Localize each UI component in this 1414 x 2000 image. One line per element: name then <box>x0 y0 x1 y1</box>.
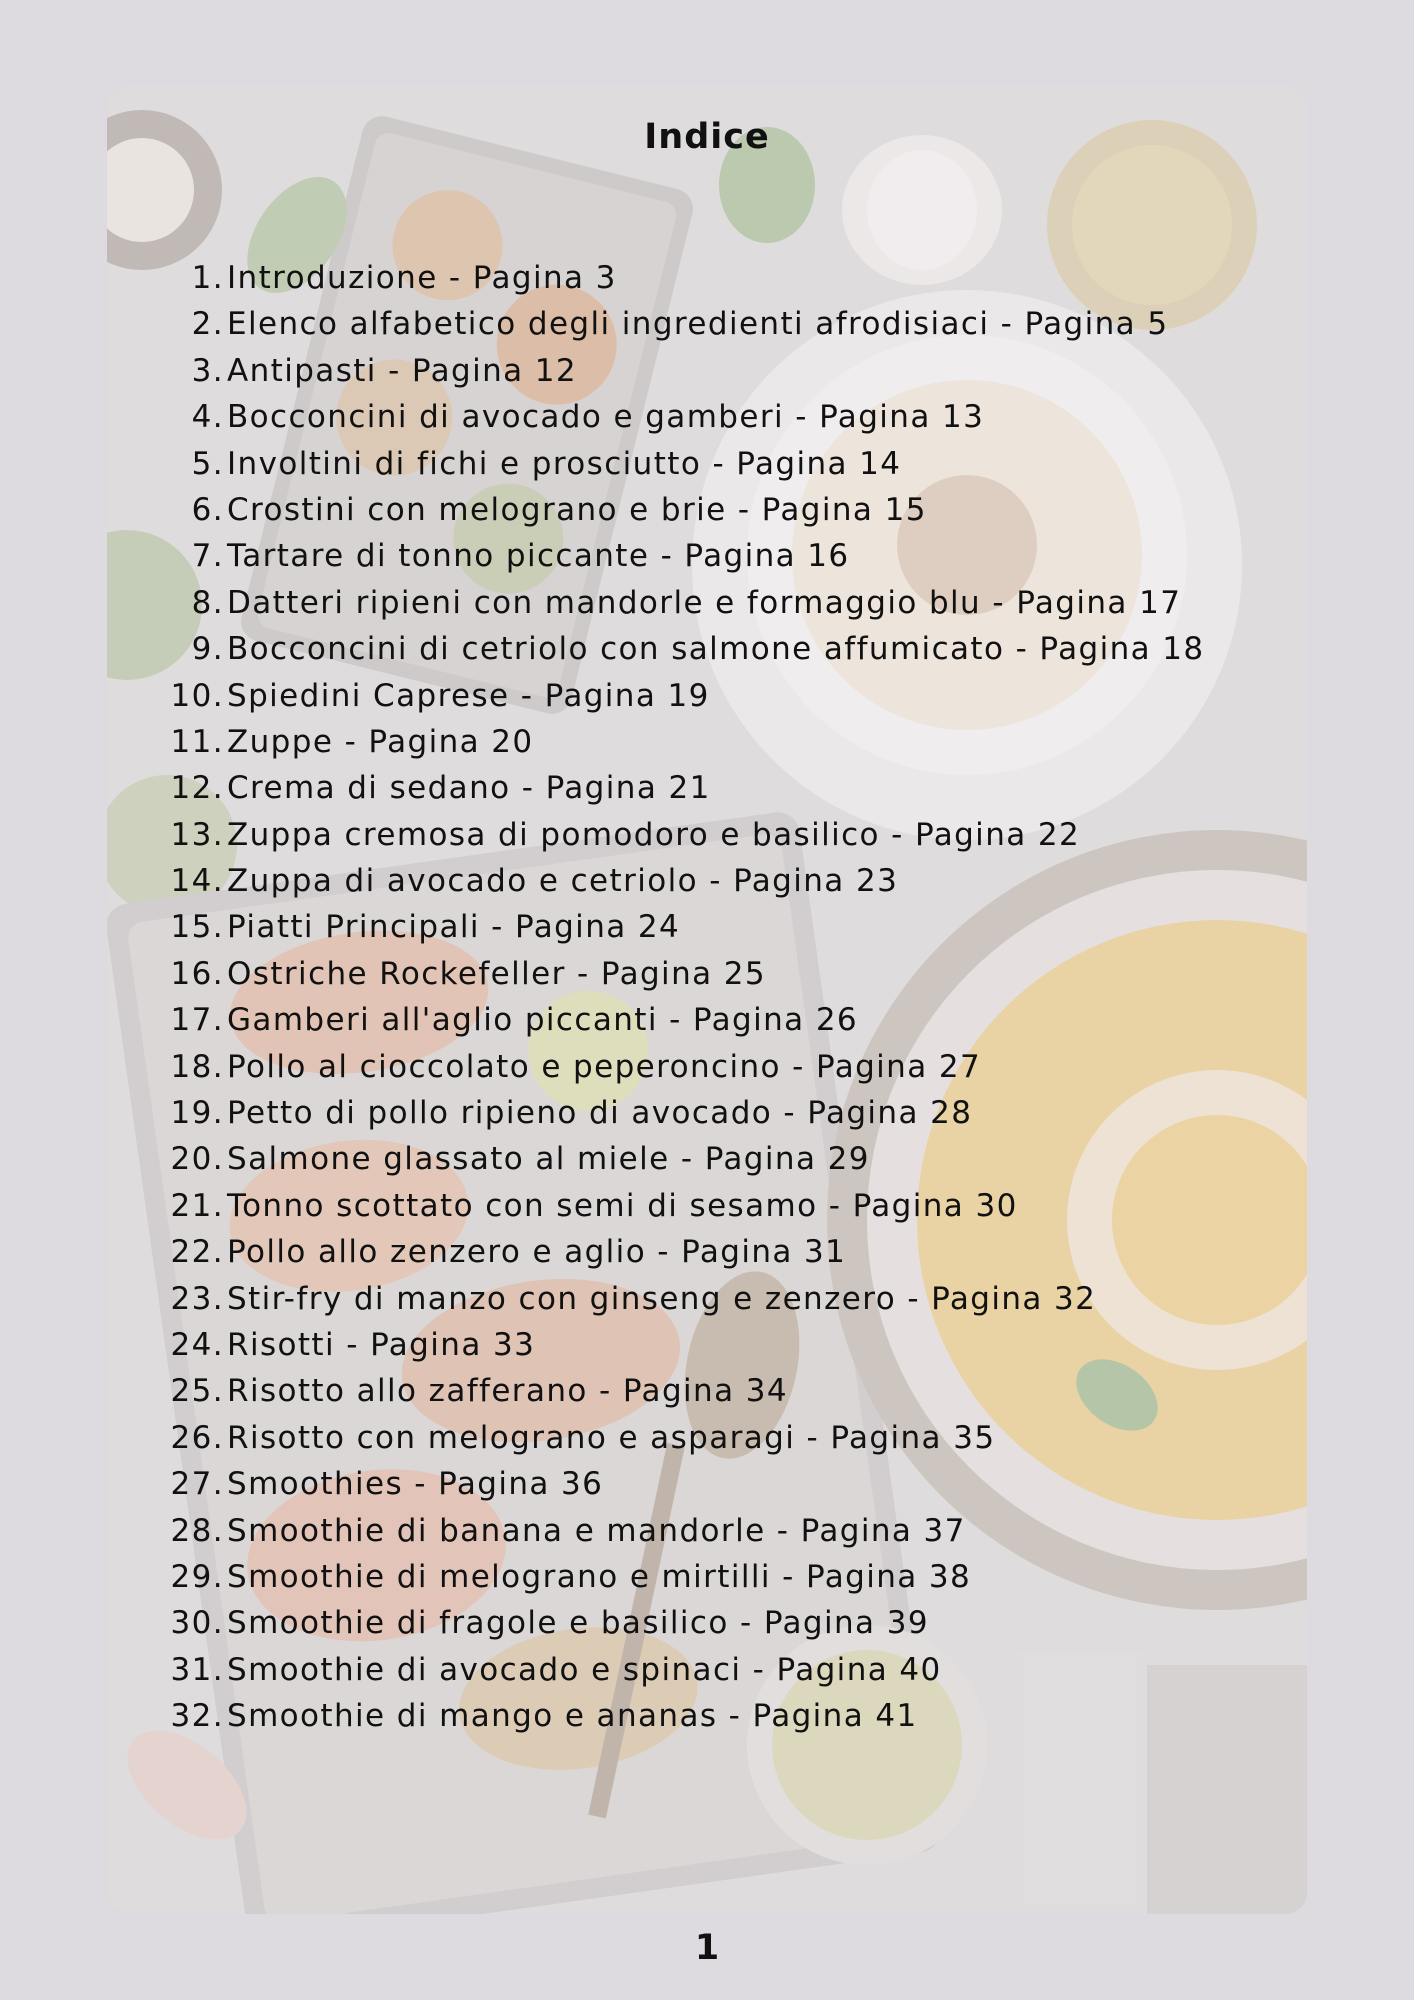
toc-item-text: Risotto con melograno e asparagi - Pagina 35 <box>227 1419 996 1456</box>
toc-item-number: 26. <box>170 1419 224 1456</box>
toc-item-text: Ostriche Rockefeller - Pagina 25 <box>227 955 767 992</box>
toc-item-number: 12. <box>170 770 224 807</box>
toc-item-text: Introduzione - Pagina 3 <box>227 260 617 296</box>
toc-item-number: 10. <box>170 677 224 714</box>
toc-item-text: Piatti Principali - Pagina 24 <box>227 909 681 946</box>
toc-item-text: Smoothie di mango e ananas - Pagina 41 <box>227 1698 918 1735</box>
toc-item-text: Pollo allo zenzero e aglio - Pagina 31 <box>227 1234 847 1271</box>
toc-item-text: Spiedini Caprese - Pagina 19 <box>227 677 710 714</box>
toc-item-text: Crostini con melograno e brie - Pagina 15 <box>227 491 927 528</box>
toc-item-number: 27. <box>170 1466 224 1503</box>
toc-item-number: 32. <box>170 1698 224 1735</box>
index-content <box>107 85 1307 1914</box>
toc-item-text: Smoothie di banana e mandorle - Pagina 37 <box>227 1512 966 1549</box>
toc-item-text: Zuppe - Pagina 20 <box>227 723 534 760</box>
page-title: Indice <box>644 117 770 157</box>
toc-item-number: 11. <box>170 723 224 760</box>
toc-item-text: Tonno scottato con semi di sesamo - Pagina 30 <box>227 1187 1018 1224</box>
toc-item-number: 13. <box>170 816 224 853</box>
page-number: 1 <box>694 1928 720 1968</box>
toc-item-number: 3. <box>191 352 224 389</box>
toc-item-number: 4. <box>191 399 224 436</box>
toc-item-text: Elenco alfabetico degli ingredienti afrodisiaci - Pagina 5 <box>227 306 1169 343</box>
toc-item-text: Datteri ripieni con mandorle e formaggio blu - Pagina 17 <box>227 584 1182 621</box>
toc-item-text: Bocconcini di avocado e gamberi - Pagina 13 <box>227 399 985 436</box>
toc-item-text: Smoothie di avocado e spinaci - Pagina 40 <box>227 1651 942 1688</box>
toc-item-text: Risotto allo zafferano - Pagina 34 <box>227 1373 788 1410</box>
toc-item-text: Zuppa di avocado e cetriolo - Pagina 23 <box>227 863 899 900</box>
toc-item-number: 28. <box>170 1512 224 1549</box>
toc-item-text: Pollo al cioccolato e peperoncino - Pagina 27 <box>227 1048 982 1085</box>
toc-item-number: 30. <box>170 1605 224 1642</box>
toc-item-text: Smoothie di melograno e mirtilli - Pagina 38 <box>227 1558 972 1595</box>
index-card <box>107 85 1307 1914</box>
toc-item-text: Crema di sedano - Pagina 21 <box>227 770 711 807</box>
toc-item-number: 29. <box>170 1558 224 1595</box>
toc-item-number: 14. <box>170 863 224 900</box>
toc-item-number: 22. <box>170 1234 224 1271</box>
toc-item-text: Tartare di tonno piccante - Pagina 16 <box>227 538 850 575</box>
toc-item-text: Gamberi all'aglio piccanti - Pagina 26 <box>227 1002 859 1039</box>
toc-item-text: Involtini di fichi e prosciutto - Pagina 14 <box>227 445 902 482</box>
toc-item-text: Petto di pollo ripieno di avocado - Pagina 28 <box>227 1095 973 1132</box>
toc-item-number: 19. <box>170 1095 224 1132</box>
toc-item-number: 1. <box>191 260 224 296</box>
toc-item-text: Salmone glassato al miele - Pagina 29 <box>227 1141 870 1178</box>
toc-item-number: 9. <box>191 631 224 668</box>
toc-item-text: Stir-fry di manzo con ginseng e zenzero - Pagina 32 <box>227 1280 1097 1317</box>
toc-item-text: Smoothies - Pagina 36 <box>227 1466 604 1503</box>
toc-item-number: 24. <box>170 1326 224 1363</box>
toc-item-number: 7. <box>191 538 224 575</box>
toc-item-number: 16. <box>170 955 224 992</box>
toc-item-text: Risotti - Pagina 33 <box>227 1326 536 1363</box>
toc-item-number: 21. <box>170 1187 224 1224</box>
toc-item-number: 15. <box>170 909 224 946</box>
toc-item-number: 2. <box>191 306 224 343</box>
toc-item-number: 25. <box>170 1373 224 1410</box>
toc-item-text: Smoothie di fragole e basilico - Pagina 39 <box>227 1605 929 1642</box>
toc-item-text: Antipasti - Pagina 12 <box>227 352 578 389</box>
toc-item-number: 8. <box>191 584 224 621</box>
toc-item-number: 31. <box>170 1651 224 1688</box>
toc-item-number: 20. <box>170 1141 224 1178</box>
toc-item-number: 17. <box>170 1002 224 1039</box>
toc-item-number: 23. <box>170 1280 224 1317</box>
toc-item-text: Zuppa cremosa di pomodoro e basilico - Pagina 22 <box>227 816 1081 853</box>
toc-item-number: 6. <box>191 491 224 528</box>
toc-item-number: 5. <box>191 445 224 482</box>
toc-item-number: 18. <box>170 1048 224 1085</box>
toc-item-text: Bocconcini di cetriolo con salmone affumicato - Pagina 18 <box>227 631 1205 668</box>
